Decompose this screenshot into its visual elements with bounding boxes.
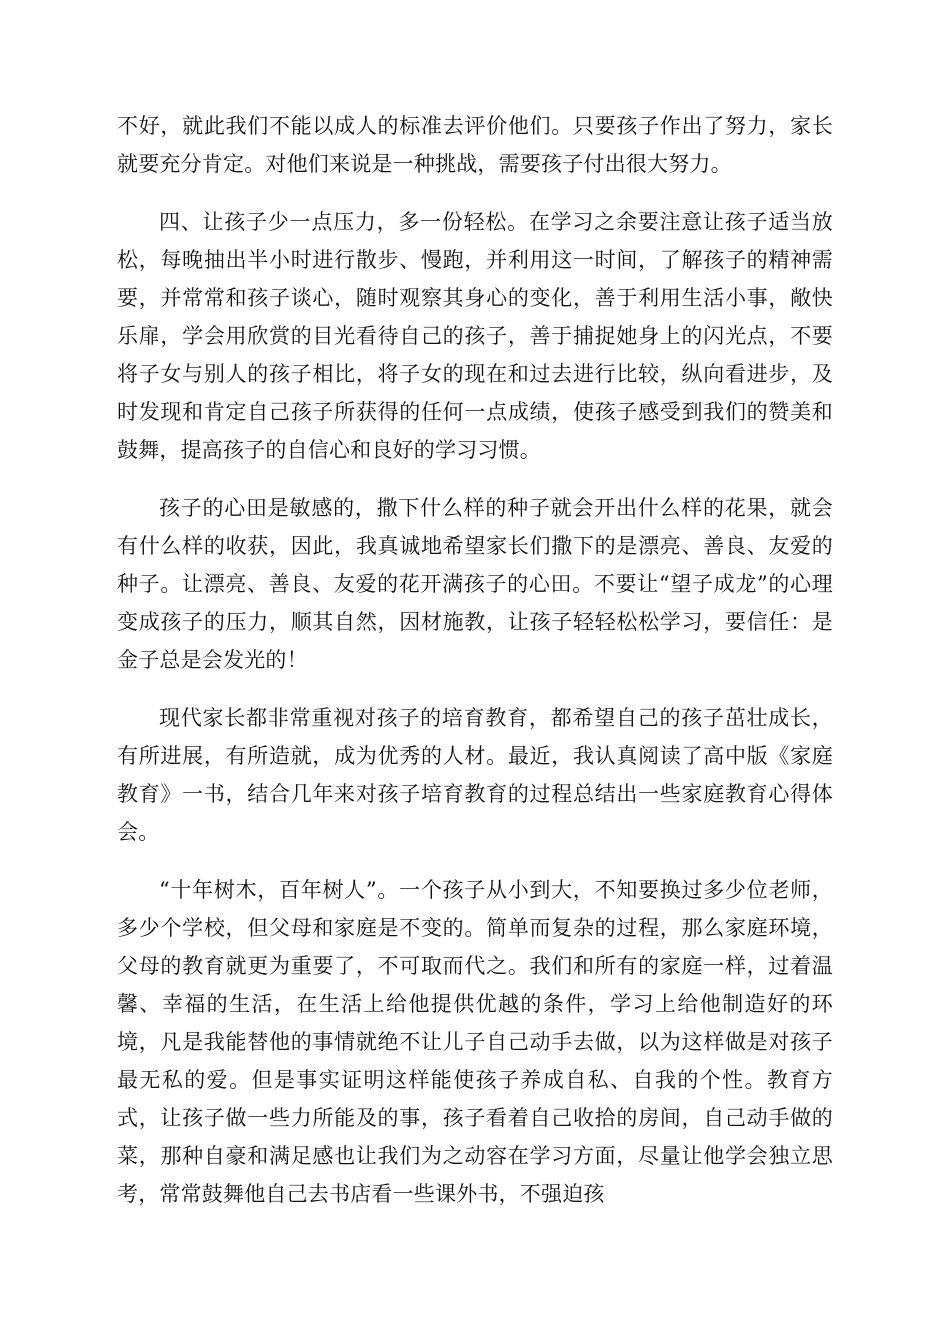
paragraph-2: 四、让孩子少一点压力，多一份轻松。在学习之余要注意让孩子适当放松，每晚抽出半小时进行散步、慢跑，并利用这一时间，了解孩子的精神需要，并常常和孩子谈心，随时观察其身心的变化，善于利用生活小事，敞快乐扉，学会用欣赏的目光看待自己的孩子，善于捕捉她身上的闪光点，不要将子女与别人的孩子相比，将子女的现在和过去进行比较，纵向看进步，及时发现和肯定自己孩子所获得的任何一点成绩，使孩子感受到我们的赞美和鼓舞，提高孩子的自信心和良好的学习习惯。	[117, 210, 833, 462]
paragraph-1: 不好，就此我们不能以成人的标准去评价他们。只要孩子作出了努力，家长就要充分肯定。对他们来说是一种挑战，需要孩子付出很大努力。	[117, 114, 833, 176]
paragraph-3: 孩子的心田是敏感的，撒下什么样的种子就会开出什么样的花果，就会有什么样的收获，因此，我真诚地希望家长们撒下的是漂亮、善良、友爱的种子。让漂亮、善良、友爱的花开满孩子的心田。不要让“望子成龙”的心理变成孩子的压力，顺其自然，因材施教，让孩子轻轻松松学习，要信任：是金子总是会发光的！	[117, 496, 833, 672]
document-body	[117, 107, 833, 1213]
paragraph-4: 现代家长都非常重视对孩子的培育教育，都希望自己的孩子茁壮成长，有所进展，有所造就，成为优秀的人材。最近，我认真阅读了高中版《家庭教育》一书，结合几年来对孩子培育教育的过程总结出一些家庭教育心得体会。	[117, 706, 833, 844]
paragraph-5: “十年树木，百年树人”。一个孩子从小到大，不知要换过多少位老师，多少个学校，但父母和家庭是不变的。简单而复杂的过程，那么家庭环境，父母的教育就更为重要了，不可取而代之。我们和所有的家庭一样，过着温馨、幸福的生活，在生活上给他提供优越的条件，学习上给他制造好的环境，凡是我能替他的事情就绝不让儿子自己动手去做，以为这样做是对孩子最无私的爱。但是事实证明这样能使孩子养成自私、自我的个性。教育方式，让孩子做一些力所能及的事，孩子看着自己收拾的房间，自己动手做的菜，那种自豪和满足感也让我们为之动容在学习方面，尽量让他学会独立思考，常常鼓舞他自己去书店看一些课外书，不强迫孩	[117, 878, 833, 1206]
